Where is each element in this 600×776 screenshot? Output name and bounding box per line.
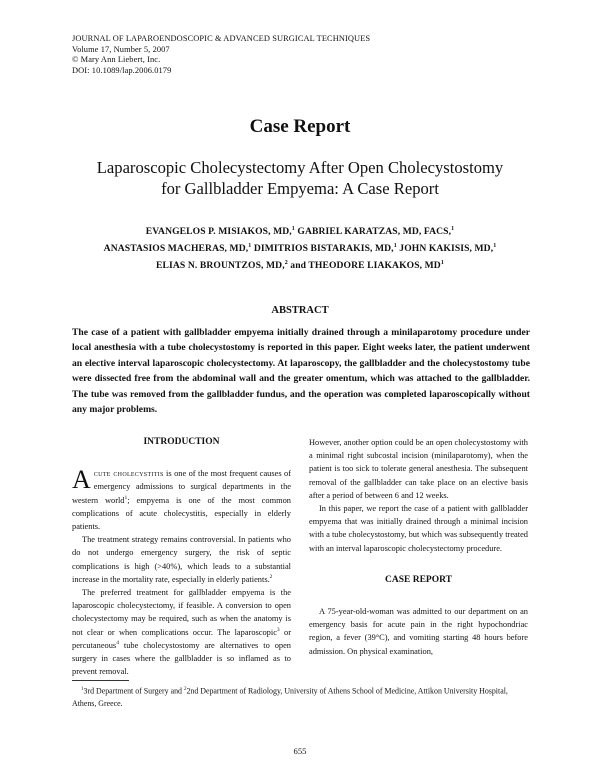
right-paragraph-2: In this paper, we report the case of a patient with gallbladder empyema that was initially drained through a minimal incision with a tube cholecystostomy, but which was subsequently treated with an interval laparoscopic cholecystectomy procedure.: [309, 504, 528, 553]
journal-volume: Volume 17, Number 5, 2007: [72, 44, 170, 54]
intro-text: or percutaneous: [72, 627, 291, 650]
title-line-2: for Gallbladder Empyema: A Case Report: [161, 179, 439, 198]
case-report-paragraph: A 75-year-old-woman was admitted to our department on an emergency basis for acute pain in the right hypochondriac region, a fever (39°C), and vomiting starting 48 hours before admission. On physical examination,: [309, 607, 528, 656]
footnote-text: 2nd Department of Radiology, University of Athens School of Medicine, Attikon University Hospital, Athens, Greece.: [72, 686, 508, 708]
intro-paragraph-2: [72, 533, 291, 586]
introduction-heading: INTRODUCTION: [143, 437, 220, 447]
author-affiliation-mark: 1: [493, 243, 497, 250]
right-paragraph-1: However, another option could be an open cholecystostomy with a minimal right subcostal incision (minilaparotomy), when the patient is too sick to tolerate general anesthesia. The subsequent removal of the gallbladder can take place on an elective basis after a period of between 6 and 12 weeks.: [309, 438, 528, 500]
citation-mark: 4: [116, 640, 119, 647]
right-column: [309, 436, 528, 658]
footnote-mark: 1: [81, 687, 84, 692]
intro-text: The treatment strategy remains controversial. In patients who do not undergo emergency surgery, the risk of septic complications is high (>40%), which leads to a substantial increase in the mortality rate, especially in elderly patients.: [72, 535, 291, 584]
author-line-3: [40, 256, 560, 273]
article-title: [40, 157, 560, 199]
footnote-text: 3rd Department of Surgery and: [83, 686, 184, 696]
author-name: GABRIEL KARATZAS, MD, FACS,: [294, 226, 452, 238]
journal-name: JOURNAL OF LAPAROENDOSCOPIC & ADVANCED SURGICAL TECHNIQUES: [72, 34, 371, 43]
citation-mark: 3: [276, 626, 280, 633]
footnote-mark: 2: [183, 687, 187, 692]
journal-doi: DOI: 10.1089/lap.2006.0179: [72, 65, 172, 75]
author-name: ANASTASIOS MACHERAS, MD,: [103, 243, 249, 255]
author-line-2: [40, 239, 560, 256]
author-name: DIMITRIOS BISTARAKIS, MD,: [251, 243, 394, 255]
intro-paragraph-1: [72, 467, 291, 533]
intro-text: ; empyema is one of the most common complications of acute cholecystitis, especially in elderly patients.: [72, 495, 291, 532]
left-column: [72, 436, 291, 678]
small-caps-lead: cute cholecystitis: [93, 469, 164, 479]
footnote-divider: [72, 680, 129, 681]
case-report-heading: CASE REPORT: [385, 574, 452, 585]
abstract-text: The case of a patient with gallbladder empyema initially drained through a minilaparotomy procedure under local anesthesia with a tube cholecystostomy is reported in this paper. Eight weeks later, the patient underwent an elective interval laparoscopic cholecystectomy. At laparoscopy, the gallbladder and the cholecystostomy tube were dissected free from the abdominal wall and the greater omentum, which was attached to the gallbladder. The tube was removed from the gallbladder fundus, and the operation was completed laparoscopically without any major problems.: [72, 327, 530, 416]
title-line-1: Laparoscopic Cholecystectomy After Open Cholecystostomy: [96, 158, 504, 177]
author-line-1: [40, 222, 560, 239]
author-name: EVANGELOS P. MISIAKOS, MD,: [145, 226, 292, 238]
journal-header: [72, 34, 370, 76]
author-affiliation-mark: 1: [248, 243, 252, 250]
section-type: Case Report: [249, 116, 351, 137]
author-affiliation-mark: 2: [284, 260, 288, 267]
intro-text: is one of the most frequent causes of emergency admissions to surgical departments in the western world: [72, 469, 291, 505]
author-name: ELIAS N. BROUNTZOS, MD,: [156, 260, 285, 272]
journal-copyright: © Mary Ann Liebert, Inc.: [72, 55, 161, 65]
intro-text: The preferred treatment for gallbladder empyema is the laparoscopic cholecystectomy, if feasible. A conversion to open cholecystectomy may be required, such as when the anatomy is not clear or when complications occur. The laparoscopic: [72, 588, 291, 637]
author-affiliation-mark: 1: [451, 226, 455, 232]
abstract-heading: ABSTRACT: [271, 305, 329, 316]
citation-mark: 1: [124, 494, 128, 501]
affiliation-footnote: [72, 684, 532, 710]
author-list: [40, 222, 560, 274]
author-affiliation-mark: 1: [440, 260, 444, 267]
author-name: and THEODORE LIAKAKOS, MD: [287, 260, 441, 272]
author-name: JOHN KAKISIS, MD,: [396, 243, 494, 255]
citation-mark: 2: [269, 574, 273, 581]
intro-text: tube cholecystostomy are alternatives to open surgery in cases where the gallbladder is so inflamed as to prevent removal.: [72, 640, 291, 677]
page-number: 655: [293, 746, 307, 756]
author-affiliation-mark: 1: [291, 226, 295, 232]
author-affiliation-mark: 1: [393, 243, 397, 250]
drop-cap: A: [72, 465, 91, 495]
intro-paragraph-3: [72, 586, 291, 678]
